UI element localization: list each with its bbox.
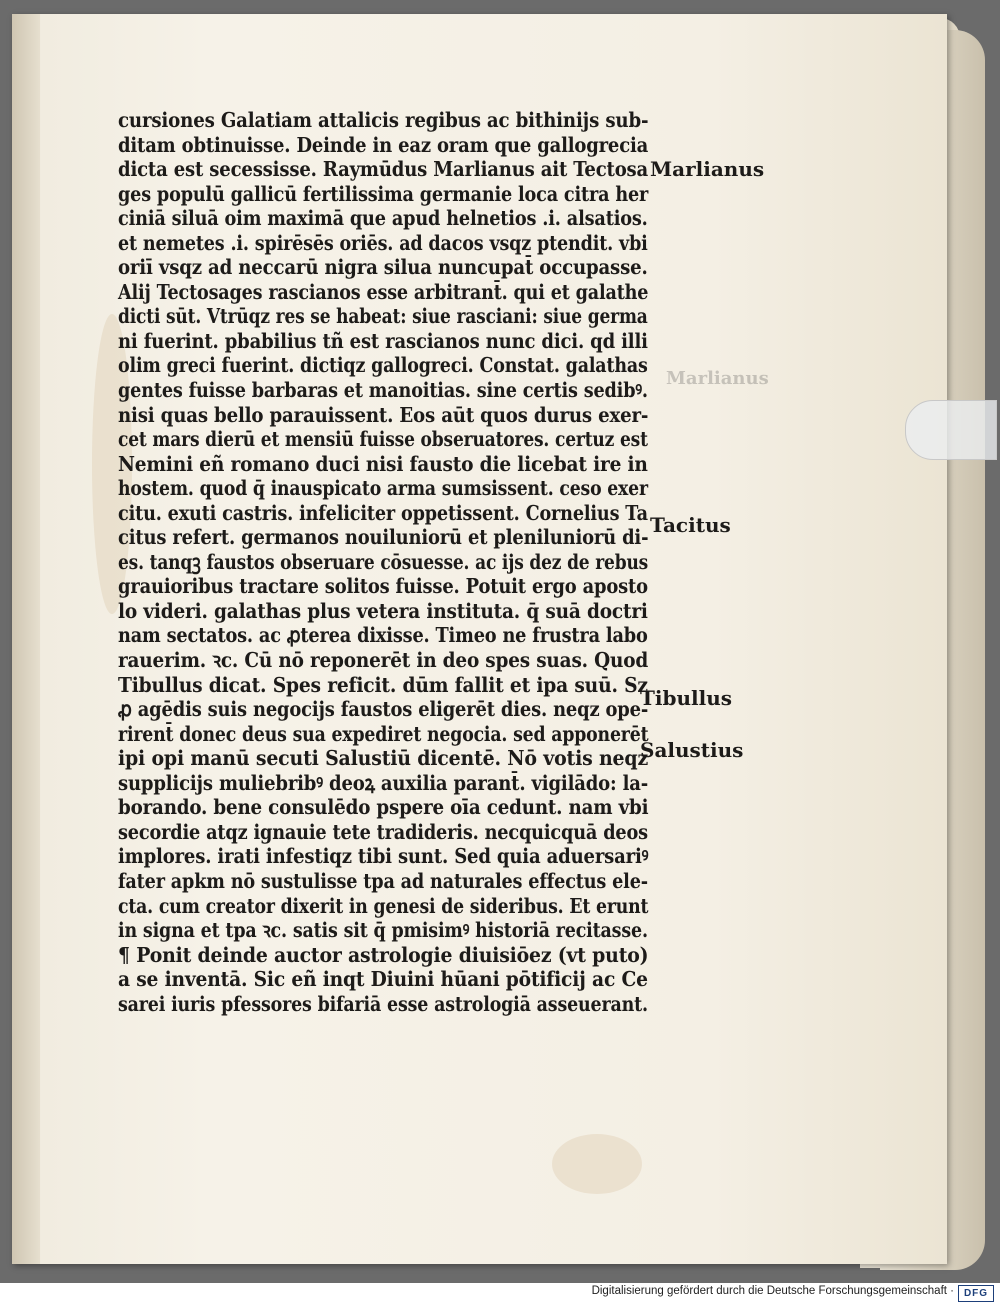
text-line: olim greci fuerint. dictiqz gallogreci. Constat. galathas [118, 353, 648, 378]
page-clip-tab [905, 400, 997, 460]
text-line: hostem. quod q̄ inauspicato arma sumsissent. ceso exer [118, 476, 648, 501]
margin-note-salustius: Salustius [640, 738, 744, 762]
text-line: ipi opi manū secuti Salustiū dicentē. Nō votis neqz [118, 746, 649, 771]
text-line: cta. cum creator dixerit in genesi de sideribus. Et erunt [118, 893, 649, 918]
text-line: citus refert. germanos nouiluniorū et pleniluniorū di- [118, 525, 649, 550]
text-line: sarei iuris pfessores bifariā esse astrologiā asseuerant. [118, 991, 648, 1016]
text-line: nisi quas bello parauissent. Eos aūt quos durus exer- [118, 402, 649, 427]
footer-bar [0, 1283, 1000, 1303]
text-line: cursiones Galatiam attalicis regibus ac bithinijs sub- [118, 108, 649, 132]
text-line: Alij Tectosages rascianos esse arbitrant̄. qui et galathe [118, 279, 649, 304]
text-line: fater apkm nō sustulisse tpa ad naturales effectus ele- [118, 868, 648, 893]
text-line: lo videri. galathas plus vetera instituta. q̄ suā doctri [118, 598, 648, 623]
footer-credit: Digitalisierung gefördert durch die Deutsche Forschungsgemeinschaft · [591, 1285, 954, 1297]
main-text-block [118, 108, 648, 1016]
text-line: et nemetes .i. spirēsēs oriēs. ad dacos vsqz ptendit. vbi [118, 230, 648, 255]
dfg-logo: DFG [958, 1285, 994, 1302]
text-line: nam sectatos. ac ꝓterea dixisse. Timeo ne frustra labo [118, 623, 648, 648]
text-line: oriī vsqz ad neccarū nigra silua nuncupat̄ occupasse. [118, 255, 648, 280]
margin-note-marlianus: Marlianus [650, 157, 765, 181]
text-line: ges populū gallicū fertilissima germanie loca citra her [118, 181, 649, 206]
text-line: Nemini eñ romano duci nisi fausto die licebat ire in [118, 451, 648, 476]
text-line: dicta est secessisse. Raymūdus Marlianus ait Tectosa [118, 157, 649, 182]
text-line: citu. exuti castris. infeliciter oppetissent. Cornelius Ta [118, 500, 648, 525]
margin-note-ghost: Marlianus [666, 368, 769, 389]
text-line: rauerim. ꝛc. Cū nō reponerēt in deo spes suas. Quod [118, 648, 649, 673]
margin-note-tacitus: Tacitus [650, 513, 731, 537]
text-line: grauioribus tractare solitos fuisse. Potuit ergo aposto [118, 574, 648, 599]
text-line: secordie atqz ignauie tete tradideris. necquicquā deos [118, 819, 648, 844]
text-line: dicti sūt. Vtrūqz res se habeat: siue rasciani: siue germa [118, 304, 648, 329]
text-line: cet mars dierū et mensiū fuisse obseruatores. certuz est [118, 427, 648, 452]
text-line: a se inventā. Sic eñ inqt Diuini hūani pōtificij ac Ce [118, 967, 648, 992]
text-line: ciniā siluā oim maximā que apud helnetios .i. alsatios. [118, 206, 648, 231]
text-line: gentes fuisse barbaras et manoitias. sine certis sedibꝰ. [118, 378, 648, 403]
text-line: borando. bene consulēdo pspere oīa cedunt. nam vbi [118, 795, 649, 820]
text-line: ditam obtinuisse. Deinde in eaz oram que gallogrecia [118, 132, 649, 157]
page-gutter [12, 14, 40, 1264]
text-line: es. tanqꝫ faustos obseruare cōsuesse. ac ijs dez de rebus [118, 549, 649, 574]
text-line: ꝓ agēdis suis negocijs faustos eligerēt dies. neqz ope- [118, 697, 649, 722]
text-line: ni fuerint. pbabilius tñ est rascianos nunc dici. qd illi [118, 328, 648, 353]
text-line: in signa et tpa ꝛc. satis sit q̄ pmisimꝰ historiā recitasse. [118, 918, 648, 943]
text-line: ¶ Ponit deinde auctor astrologie diuisiōez (vt puto) [118, 942, 649, 967]
text-line: implores. irati infestiqz tibi sunt. Sed quia aduersariꝰ [118, 844, 649, 869]
foxing-stain [552, 1134, 642, 1194]
margin-note-tibullus: Tibullus [640, 686, 733, 710]
text-line: supplicijs muliebribꝰ deoꝝ auxilia parant̄. vigilādo: la- [118, 770, 649, 795]
text-line: rirent̄ donec deus sua expediret negocia. sed apponerēt [118, 721, 649, 746]
text-line: Tibullus dicat. Spes reficit. dūm fallit et ipa suū. Sz [118, 672, 648, 697]
